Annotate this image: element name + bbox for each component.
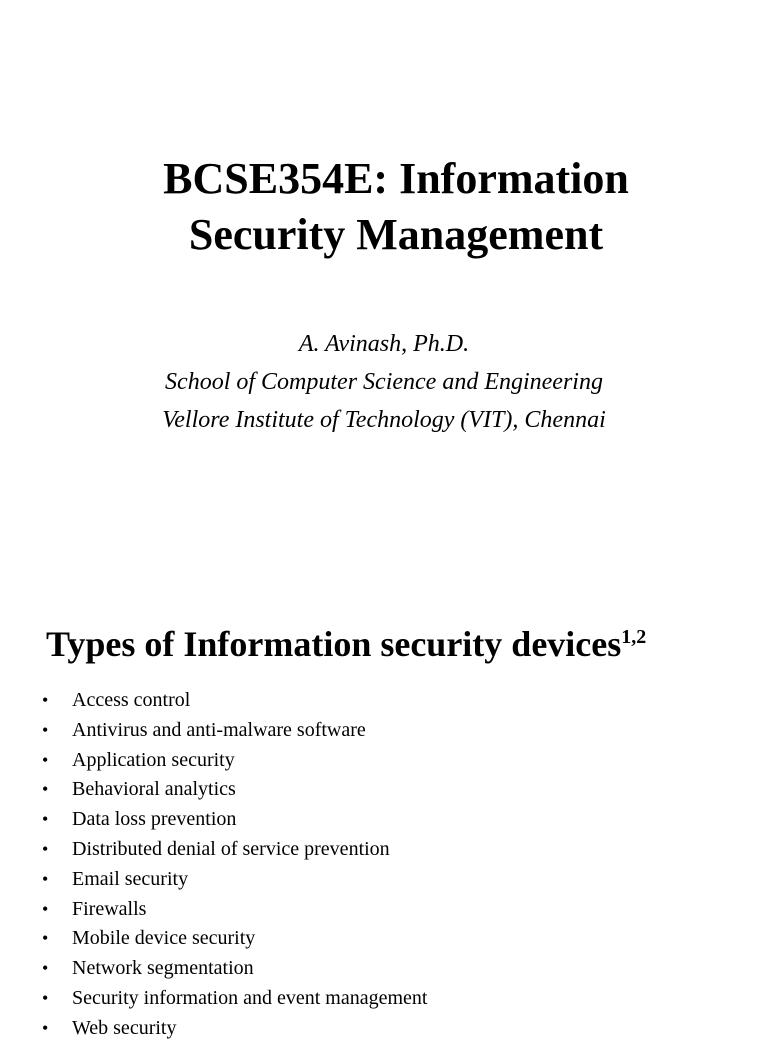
bullet-icon: • bbox=[42, 868, 49, 889]
list-item-text: Network segmentation bbox=[72, 957, 254, 980]
list-item bbox=[40, 865, 427, 895]
list-item bbox=[40, 924, 427, 954]
list-item-text: Firewalls bbox=[72, 897, 147, 920]
list-item bbox=[40, 835, 427, 865]
list-item-text: Antivirus and anti-malware software bbox=[72, 718, 366, 741]
device-type-list bbox=[40, 686, 427, 1044]
bullet-icon: • bbox=[42, 987, 49, 1008]
list-item-text: Behavioral analytics bbox=[72, 778, 236, 801]
list-item bbox=[40, 716, 427, 746]
list-item-text: Web security bbox=[72, 1016, 177, 1039]
slide-heading-text: Types of Information security devices bbox=[46, 624, 622, 664]
bullet-icon: • bbox=[42, 779, 49, 800]
list-item bbox=[40, 746, 427, 776]
list-item-text: Email security bbox=[72, 867, 189, 890]
list-item bbox=[40, 686, 427, 716]
slide-heading bbox=[46, 620, 646, 668]
slide-title-line: Security Management bbox=[188, 210, 604, 259]
content-slide bbox=[0, 576, 768, 1039]
list-item bbox=[40, 805, 427, 835]
list-item bbox=[40, 1014, 427, 1044]
list-item bbox=[40, 954, 427, 984]
bullet-icon: • bbox=[42, 838, 49, 859]
bullet-icon: • bbox=[42, 719, 49, 740]
author-name: A. Avinash, Ph.D. bbox=[298, 331, 470, 357]
list-item bbox=[40, 984, 427, 1014]
list-item-text: Mobile device security bbox=[72, 927, 256, 950]
bullet-icon: • bbox=[42, 690, 49, 710]
slide-subtitle bbox=[84, 325, 684, 439]
bullet-icon: • bbox=[42, 928, 49, 949]
bullet-icon: • bbox=[42, 1017, 49, 1038]
list-item bbox=[40, 895, 427, 925]
list-item-text: Application security bbox=[72, 748, 235, 771]
list-item-text: Access control bbox=[72, 689, 191, 711]
list-item bbox=[40, 775, 427, 805]
author-school: School of Computer Science and Engineering bbox=[165, 369, 603, 395]
author-institute: Vellore Institute of Technology (VIT), Chennai bbox=[162, 407, 606, 433]
list-item-text: Data loss prevention bbox=[72, 808, 237, 831]
bullet-icon: • bbox=[42, 958, 49, 979]
slide-title-line: BCSE354E: Information bbox=[163, 154, 629, 203]
slide-title bbox=[84, 151, 708, 263]
slide-heading-superscript: 1,2 bbox=[621, 626, 647, 648]
bullet-icon: • bbox=[42, 809, 49, 830]
list-item-text: Security information and event management bbox=[72, 986, 428, 1009]
list-item-text: Distributed denial of service prevention bbox=[72, 837, 390, 860]
bullet-icon: • bbox=[42, 898, 49, 919]
bullet-icon: • bbox=[42, 749, 49, 770]
